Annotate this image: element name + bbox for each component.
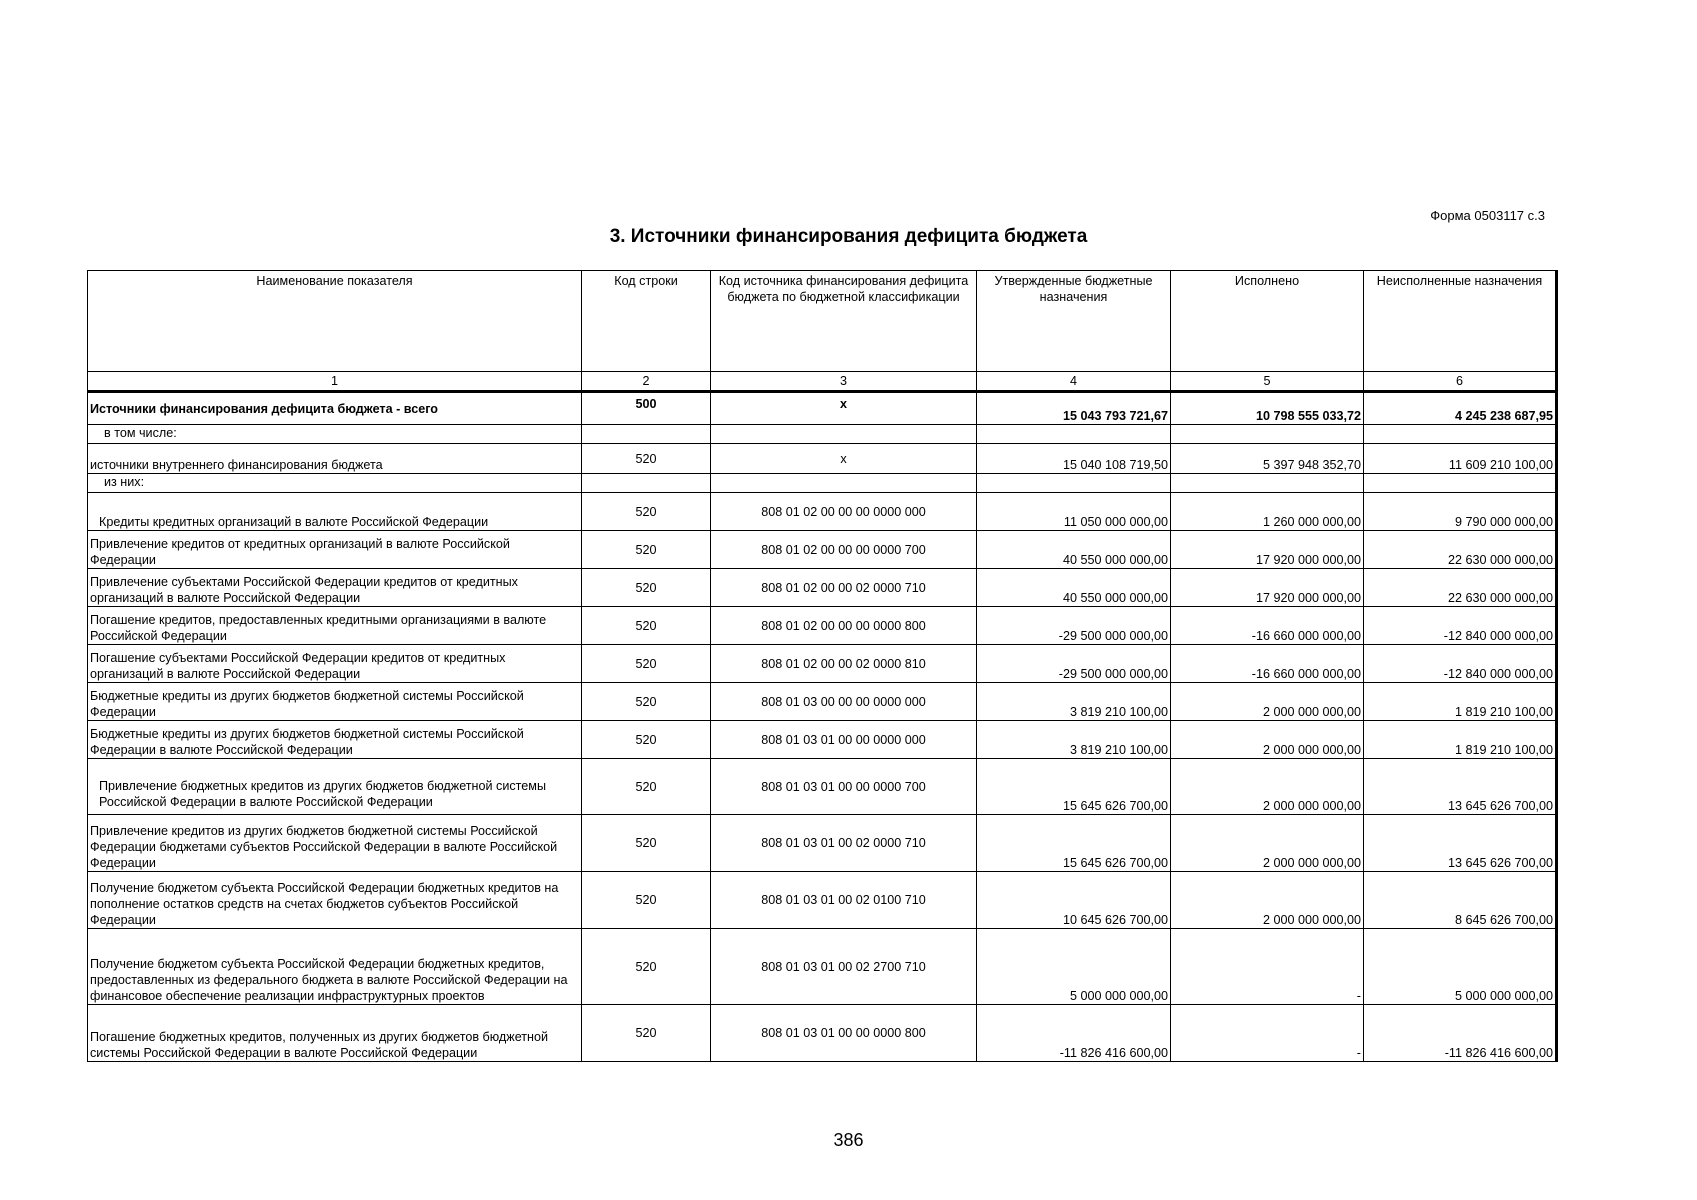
- row-approved: 40 550 000 000,00: [977, 569, 1171, 607]
- table-row: [88, 444, 1557, 474]
- row-approved: 10 645 626 700,00: [977, 872, 1171, 929]
- row-source-code: 808 01 02 00 00 00 0000 800: [711, 607, 977, 645]
- column-number: 1: [88, 372, 582, 392]
- row-approved: 11 050 000 000,00: [977, 493, 1171, 531]
- table-row: [88, 474, 1557, 493]
- row-approved: 15 043 793 721,67: [977, 392, 1171, 425]
- row-source-code: 808 01 02 00 00 02 0000 810: [711, 645, 977, 683]
- row-executed: 1 260 000 000,00: [1171, 493, 1364, 531]
- row-source-code: 808 01 02 00 00 00 0000 000: [711, 493, 977, 531]
- column-number: 3: [711, 372, 977, 392]
- row-code: 520: [582, 444, 711, 474]
- row-code: 520: [582, 721, 711, 759]
- row-source-code: 808 01 03 01 00 00 0000 700: [711, 759, 977, 815]
- row-code: 520: [582, 531, 711, 569]
- row-approved: 15 040 108 719,50: [977, 444, 1171, 474]
- row-approved: 5 000 000 000,00: [977, 929, 1171, 1005]
- row-name: Источники финансирования дефицита бюджета - всего: [88, 392, 582, 425]
- row-source-code: x: [711, 444, 977, 474]
- row-source-code: 808 01 03 01 00 02 0000 710: [711, 815, 977, 872]
- table-row: [88, 493, 1557, 531]
- row-source-code: 808 01 03 01 00 00 0000 800: [711, 1005, 977, 1062]
- row-source-code: 808 01 03 01 00 02 0100 710: [711, 872, 977, 929]
- row-code: [582, 425, 711, 444]
- table-row: [88, 815, 1557, 872]
- header-unexecuted: Неисполненные назначения: [1364, 271, 1557, 372]
- row-source-code: 808 01 03 01 00 02 2700 710: [711, 929, 977, 1005]
- row-code: 520: [582, 493, 711, 531]
- page-title: 3. Источники финансирования дефицита бюджета: [609, 226, 1088, 247]
- row-code: 520: [582, 759, 711, 815]
- row-source-code: [711, 425, 977, 444]
- header-approved: Утвержденные бюджетные назначения: [977, 271, 1171, 372]
- form-label: Форма 0503117 с.3: [1430, 208, 1545, 223]
- row-executed: 5 397 948 352,70: [1171, 444, 1364, 474]
- financing-sources-table: [87, 270, 1558, 1062]
- row-approved: [977, 474, 1171, 493]
- header-source-code: Код источника финансирования дефицита бюджета по бюджетной классификации: [711, 271, 977, 372]
- table-row: [88, 1005, 1557, 1062]
- header-name: Наименование показателя: [88, 271, 582, 372]
- row-name-text: Привлечение бюджетных кредитов из других бюджетов бюджетной системы Российской Федерации в валюте Российской Федерации: [99, 779, 547, 809]
- row-name: Получение бюджетом субъекта Российской Федерации бюджетных кредитов на пополнение остатков средств на счетах бюджетов субъектов Российской Федерации: [88, 872, 582, 929]
- row-unexecuted: 11 609 210 100,00: [1364, 444, 1557, 474]
- row-unexecuted: [1364, 474, 1557, 493]
- row-executed: 2 000 000 000,00: [1171, 759, 1364, 815]
- column-number: 2: [582, 372, 711, 392]
- row-code: 500: [582, 392, 711, 425]
- row-unexecuted: 8 645 626 700,00: [1364, 872, 1557, 929]
- row-name: Получение бюджетом субъекта Российской Федерации бюджетных кредитов, предоставленных из федерального бюджета в валюте Российской Федерации на финансовое обеспечение реализации инфраструктурных проектов: [88, 929, 582, 1005]
- row-source-code: 808 01 03 01 00 00 0000 000: [711, 721, 977, 759]
- table-row: [88, 759, 1557, 815]
- row-unexecuted: 22 630 000 000,00: [1364, 569, 1557, 607]
- row-unexecuted: -12 840 000 000,00: [1364, 645, 1557, 683]
- row-approved: -29 500 000 000,00: [977, 645, 1171, 683]
- page-number: 386: [833, 1130, 864, 1150]
- row-name: Привлечение кредитов от кредитных организаций в валюте Российской Федерации: [88, 531, 582, 569]
- row-unexecuted: [1364, 425, 1557, 444]
- row-name: [88, 493, 582, 531]
- row-source-code: 808 01 03 00 00 00 0000 000: [711, 683, 977, 721]
- row-name: Бюджетные кредиты из других бюджетов бюджетной системы Российской Федерации: [88, 683, 582, 721]
- row-executed: 2 000 000 000,00: [1171, 721, 1364, 759]
- row-executed: 2 000 000 000,00: [1171, 815, 1364, 872]
- header-executed: Исполнено: [1171, 271, 1364, 372]
- row-approved: -11 826 416 600,00: [977, 1005, 1171, 1062]
- row-unexecuted: 9 790 000 000,00: [1364, 493, 1557, 531]
- row-name: Погашение бюджетных кредитов, полученных из других бюджетов бюджетной системы Российской Федерации в валюте Российской Федерации: [88, 1005, 582, 1062]
- row-executed: 2 000 000 000,00: [1171, 683, 1364, 721]
- row-executed: -16 660 000 000,00: [1171, 645, 1364, 683]
- row-unexecuted: 4 245 238 687,95: [1364, 392, 1557, 425]
- table-row: [88, 721, 1557, 759]
- column-number: 6: [1364, 372, 1557, 392]
- row-executed: -: [1171, 1005, 1364, 1062]
- row-code: 520: [582, 929, 711, 1005]
- row-code: [582, 474, 711, 493]
- column-number: 5: [1171, 372, 1364, 392]
- row-unexecuted: -11 826 416 600,00: [1364, 1005, 1557, 1062]
- row-name: [88, 759, 582, 815]
- row-code: 520: [582, 815, 711, 872]
- row-name: из них:: [88, 474, 582, 493]
- table-row: [88, 683, 1557, 721]
- row-executed: -16 660 000 000,00: [1171, 607, 1364, 645]
- header-row: [88, 271, 1557, 372]
- row-unexecuted: -12 840 000 000,00: [1364, 607, 1557, 645]
- row-executed: 10 798 555 033,72: [1171, 392, 1364, 425]
- row-code: 520: [582, 683, 711, 721]
- column-number: 4: [977, 372, 1171, 392]
- row-executed: [1171, 474, 1364, 493]
- column-number-row: [88, 372, 1557, 392]
- row-source-code: [711, 474, 977, 493]
- table-row: [88, 531, 1557, 569]
- row-name: в том числе:: [88, 425, 582, 444]
- row-unexecuted: 1 819 210 100,00: [1364, 683, 1557, 721]
- row-approved: 40 550 000 000,00: [977, 531, 1171, 569]
- row-unexecuted: 13 645 626 700,00: [1364, 815, 1557, 872]
- row-code: 520: [582, 645, 711, 683]
- row-name: Привлечение субъектами Российской Федерации кредитов от кредитных организаций в валюте Российской Федерации: [88, 569, 582, 607]
- row-executed: 2 000 000 000,00: [1171, 872, 1364, 929]
- row-unexecuted: 1 819 210 100,00: [1364, 721, 1557, 759]
- row-approved: 3 819 210 100,00: [977, 721, 1171, 759]
- row-executed: [1171, 425, 1364, 444]
- row-unexecuted: 5 000 000 000,00: [1364, 929, 1557, 1005]
- row-code: 520: [582, 607, 711, 645]
- row-executed: -: [1171, 929, 1364, 1005]
- row-code: 520: [582, 872, 711, 929]
- table-row: [88, 425, 1557, 444]
- row-source-code: 808 01 02 00 00 00 0000 700: [711, 531, 977, 569]
- header-row-code: Код строки: [582, 271, 711, 372]
- row-approved: 3 819 210 100,00: [977, 683, 1171, 721]
- table-row: [88, 392, 1557, 425]
- table-row: [88, 872, 1557, 929]
- table-row: [88, 607, 1557, 645]
- row-approved: [977, 425, 1171, 444]
- row-name: Бюджетные кредиты из других бюджетов бюджетной системы Российской Федерации в валюте Российской Федерации: [88, 721, 582, 759]
- row-unexecuted: 13 645 626 700,00: [1364, 759, 1557, 815]
- row-approved: -29 500 000 000,00: [977, 607, 1171, 645]
- row-executed: 17 920 000 000,00: [1171, 569, 1364, 607]
- table-row: [88, 929, 1557, 1005]
- row-name: источники внутреннего финансирования бюджета: [88, 444, 582, 474]
- row-unexecuted: 22 630 000 000,00: [1364, 531, 1557, 569]
- table-row: [88, 569, 1557, 607]
- row-executed: 17 920 000 000,00: [1171, 531, 1364, 569]
- row-name-text: Кредиты кредитных организаций в валюте Российской Федерации: [99, 515, 489, 529]
- row-source-code: 808 01 02 00 00 02 0000 710: [711, 569, 977, 607]
- row-name: Погашение субъектами Российской Федерации кредитов от кредитных организаций в валюте Российской Федерации: [88, 645, 582, 683]
- row-name: Привлечение кредитов из других бюджетов бюджетной системы Российской Федерации бюджетами субъектов Российской Федерации в валюте Российской Федерации: [88, 815, 582, 872]
- row-code: 520: [582, 1005, 711, 1062]
- row-source-code: x: [711, 392, 977, 425]
- row-approved: 15 645 626 700,00: [977, 759, 1171, 815]
- row-approved: 15 645 626 700,00: [977, 815, 1171, 872]
- row-name: Погашение кредитов, предоставленных кредитными организациями в валюте Российской Федерации: [88, 607, 582, 645]
- table-row: [88, 645, 1557, 683]
- row-code: 520: [582, 569, 711, 607]
